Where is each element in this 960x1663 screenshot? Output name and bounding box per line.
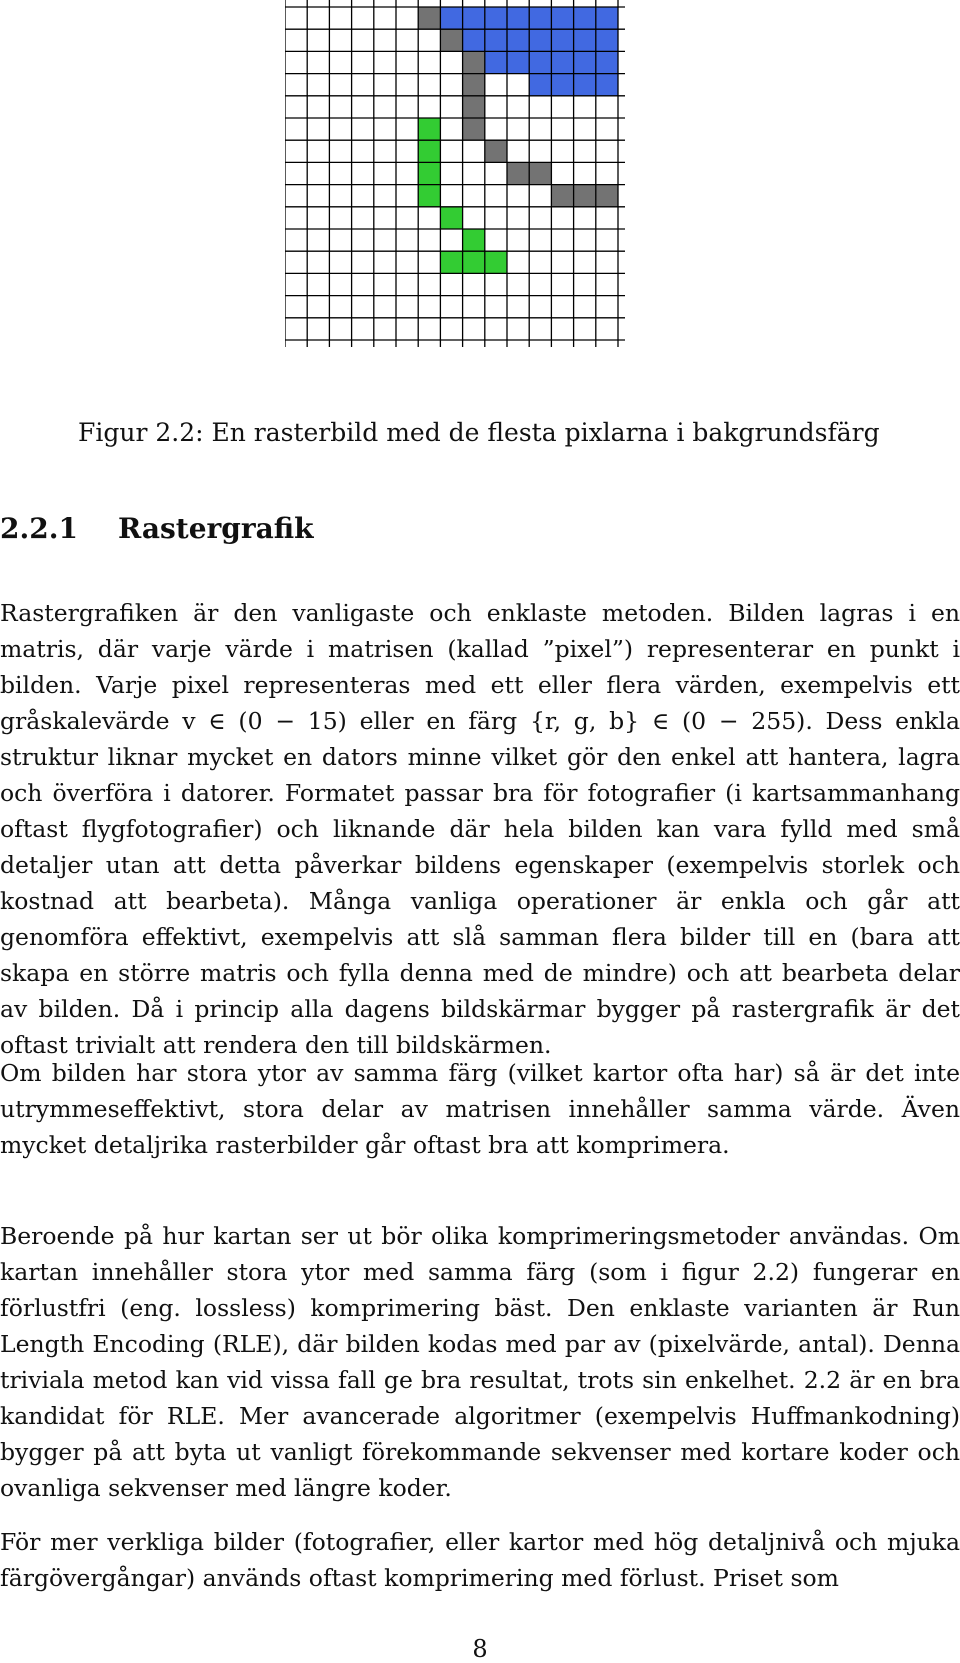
green-pixel <box>418 140 440 162</box>
blue-pixel <box>440 7 462 29</box>
blue-pixel <box>596 7 618 29</box>
gray-pixel <box>418 7 440 29</box>
blue-pixel <box>551 51 573 73</box>
section-title: Rastergrafik <box>117 512 314 545</box>
figure-caption: Figur 2.2: En rasterbild med de flesta pixlarna i bakgrundsfärg <box>78 418 880 447</box>
blue-pixel <box>463 29 485 51</box>
gray-pixel <box>463 51 485 73</box>
green-pixel <box>440 207 462 229</box>
gray-pixel <box>574 185 596 207</box>
gray-pixel <box>463 74 485 96</box>
blue-pixel <box>551 7 573 29</box>
blue-pixel <box>551 74 573 96</box>
green-pixel <box>418 162 440 184</box>
blue-pixel <box>596 29 618 51</box>
gray-pixel <box>463 118 485 140</box>
blue-pixel <box>551 29 573 51</box>
blue-pixel <box>529 74 551 96</box>
blue-pixel <box>596 51 618 73</box>
blue-pixel <box>507 7 529 29</box>
gray-pixel <box>485 140 507 162</box>
blue-pixel <box>596 74 618 96</box>
green-pixel <box>418 118 440 140</box>
blue-pixel <box>485 51 507 73</box>
gray-pixel <box>463 96 485 118</box>
blue-pixel <box>574 7 596 29</box>
gray-pixel <box>529 162 551 184</box>
page-number: 8 <box>472 1635 488 1663</box>
blue-pixel <box>463 7 485 29</box>
green-pixel <box>418 185 440 207</box>
raster-figure <box>285 0 640 365</box>
blue-pixel <box>485 29 507 51</box>
section-heading <box>0 512 314 545</box>
paragraph-raster-intro: Rastergrafiken är den vanligaste och enklaste metoden. Bilden lagras i en matris, där varje värde i matrisen (kallad ”pixel”) representerar en punkt i bilden. Varje pixel representeras med ett eller flera värden, exempelvis ett gråskalevärde v ∈ (0 − 15) eller en färg {r, g, b} ∈ (0 − 255). Dess enkla struktur liknar mycket en dators minne vilket gör den enkel att hantera, lagra och överföra i datorer. Formatet passar bra för fotografier (i kartsammanhang oftast flygfotografier) och liknande där hela bilden kan vara fylld med små detaljer utan att detta påverkar bildens egenskaper (exempelvis storlek och kostnad att bearbeta). Många vanliga operationer är enkla och går att genomföra effektivt, exempelvis att slå samman flera bilder till en (bara att skapa en större matris och fylla denna med de mindre) och att bearbeta delar av bilden. Då i princip alla dagens bildskärmar bygger på rastergrafik är det oftast trivialt att rendera den till bildskärmen. <box>0 599 960 1059</box>
paragraph-large-areas: Om bilden har stora ytor av samma färg (vilket kartor ofta har) så är det inte utrymmeseffektivt, stora delar av matrisen innehåller samma värde. Även mycket detaljrika rasterbilder går oftast bra att komprimera. <box>0 1059 960 1159</box>
paragraph-lossy: För mer verkliga bilder (fotografier, eller kartor med hög detaljnivå och mjuka färgövergångar) används oftast komprimering med förlust. Priset som <box>0 1528 960 1592</box>
blue-pixel <box>507 29 529 51</box>
green-pixel <box>485 251 507 273</box>
blue-pixel <box>574 29 596 51</box>
blue-pixel <box>529 7 551 29</box>
blue-pixel <box>574 51 596 73</box>
green-pixel <box>440 251 462 273</box>
section-number: 2.2.1 <box>0 512 78 545</box>
gray-pixel <box>507 162 529 184</box>
blue-pixel <box>485 7 507 29</box>
green-pixel <box>463 251 485 273</box>
blue-pixel <box>574 74 596 96</box>
green-pixel <box>463 229 485 251</box>
blue-pixel <box>529 51 551 73</box>
gray-pixel <box>596 185 618 207</box>
blue-pixel <box>529 29 551 51</box>
paragraph-compression: Beroende på hur kartan ser ut bör olika komprimeringsmetoder användas. Om kartan innehåller stora ytor med samma färg (som i figur 2.2) fungerar en förlustfri (eng. lossless) komprimering bäst. Den enklaste varianten är Run Length Encoding (RLE), där bilden kodas med par av (pixelvärde, antal). Denna triviala metod kan vid vissa fall ge bra resultat, trots sin enkelhet. 2.2 är en bra kandidat för RLE. Mer avancerade algoritmer (exempelvis Huffmankodning) bygger på att byta ut vanligt förekommande sekvenser med kortare koder och ovanliga sekvenser med längre koder. <box>0 1222 960 1502</box>
blue-pixel <box>507 51 529 73</box>
gray-pixel <box>440 29 462 51</box>
gray-pixel <box>551 185 573 207</box>
